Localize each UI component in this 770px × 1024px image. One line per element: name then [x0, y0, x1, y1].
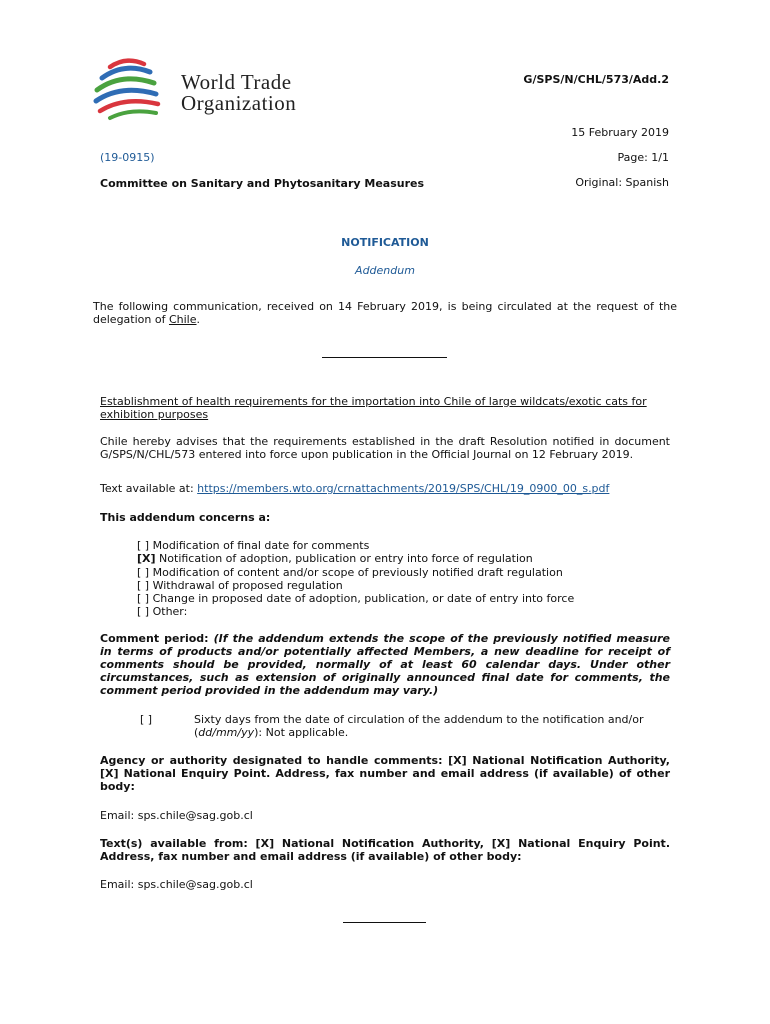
- text-available-label: Text available at:: [100, 482, 198, 495]
- comment-period-label: Comment period:: [100, 632, 214, 645]
- text-available-line: [100, 482, 609, 495]
- org-name-line1: World Trade: [181, 70, 292, 94]
- comment-period-text: (If the addendum extends the scope of the previously notified measure in terms of products and/or potentially affected Members, a new deadline for receipt of comments should be provided, normally of at least 60 calendar days. Under other circumstances, such as extension of originally announced final date for comments, the comment period provided in the addendum may vary.): [100, 632, 671, 697]
- agency-email: Email: sps.chile@sag.gob.cl: [100, 809, 253, 822]
- checkbox-item: [137, 552, 574, 565]
- checkbox-item: [137, 539, 574, 552]
- checkbox-label: Other:: [152, 605, 188, 619]
- checkbox-mark-checked: [X]: [137, 552, 156, 566]
- checkbox-item: [137, 579, 574, 592]
- checkbox-mark: [ ]: [137, 539, 150, 552]
- divider-top: [322, 357, 447, 358]
- measure-heading: Establishment of health requirements for the importation into Chile of large wildcats/exotic cats for exhibition purposes: [100, 395, 647, 421]
- checkbox-label: Change in proposed date of adoption, publication, or date of entry into force: [152, 592, 575, 606]
- sixty-days-mark: [ ]: [140, 713, 153, 726]
- checkbox-label: Withdrawal of proposed regulation: [152, 578, 343, 592]
- sixty-days-date: dd/mm/yy: [198, 726, 255, 739]
- intro-paragraph: [93, 300, 677, 326]
- checkbox-label: Notification of adoption, publication or entry into force of regulation: [159, 552, 533, 566]
- committee-name: Committee on Sanitary and Phytosanitary Measures: [100, 177, 425, 190]
- page-number: Page: 1/1: [617, 151, 669, 164]
- description-paragraph: Chile hereby advises that the requirements established in the draft Resolution notified in document G/SPS/N/CHL/573 entered into force upon publication in the Official Journal on 12 February 2019.: [100, 435, 670, 461]
- agency-paragraph: Agency or authority designated to handle comments: [X] National Notification Authority, [X] National Enquiry Point. Address, fax number and email address (if available) of other body:: [100, 754, 670, 793]
- checkbox-item: [137, 566, 574, 579]
- sixty-days-text: Sixty days from the date of circulation of the addendum to the notification and/or (dd/mm/yy): Not applicable.: [194, 713, 644, 739]
- checkbox-mark: [ ]: [137, 578, 150, 592]
- texts-email: Email: sps.chile@sag.gob.cl: [100, 878, 253, 891]
- text-available-link[interactable]: https://members.wto.org/crnattachments/2019/SPS/CHL/19_0900_00_s.pdf: [197, 482, 610, 495]
- org-name-line2: Organization: [181, 91, 297, 115]
- comment-period: [100, 632, 670, 697]
- checkbox-mark: [ ]: [137, 592, 150, 606]
- notification-subtitle: Addendum: [355, 264, 415, 277]
- checkbox-mark: [ ]: [137, 605, 150, 619]
- checkbox-mark: [ ]: [137, 565, 150, 579]
- concerns-label: This addendum concerns a:: [100, 511, 271, 524]
- intro-text: The following communication, received on 14 February 2019, is being circulated at the request of the delegation of: [93, 300, 677, 326]
- checkbox-item: [137, 605, 574, 618]
- intro-suffix: .: [196, 313, 201, 326]
- wto-logo-icon: [88, 56, 178, 122]
- original-language: Original: Spanish: [575, 176, 669, 189]
- checkbox-label: Modification of content and/or scope of previously notified draft regulation: [152, 565, 563, 579]
- sixty-days-line: Sixty days from the date of circulation of the addendum to the notification and/or: [194, 713, 644, 726]
- addendum-type-list: [137, 539, 574, 619]
- document-symbol: G/SPS/N/CHL/573/Add.2: [523, 73, 669, 86]
- intro-country: Chile: [168, 313, 197, 326]
- notification-title: NOTIFICATION: [341, 236, 429, 249]
- reference-number: (19-0915): [100, 151, 155, 164]
- checkbox-item: [137, 592, 574, 605]
- texts-available-paragraph: Text(s) available from: [X] National Notification Authority, [X] National Enquiry Point. Address, fax number and email address (if available) of other body:: [100, 837, 670, 863]
- checkbox-label: Modification of final date for comments: [152, 539, 370, 552]
- document-date: 15 February 2019: [571, 126, 669, 139]
- sixty-days-after: ): Not applicable.: [254, 726, 349, 739]
- divider-bottom: [343, 922, 426, 923]
